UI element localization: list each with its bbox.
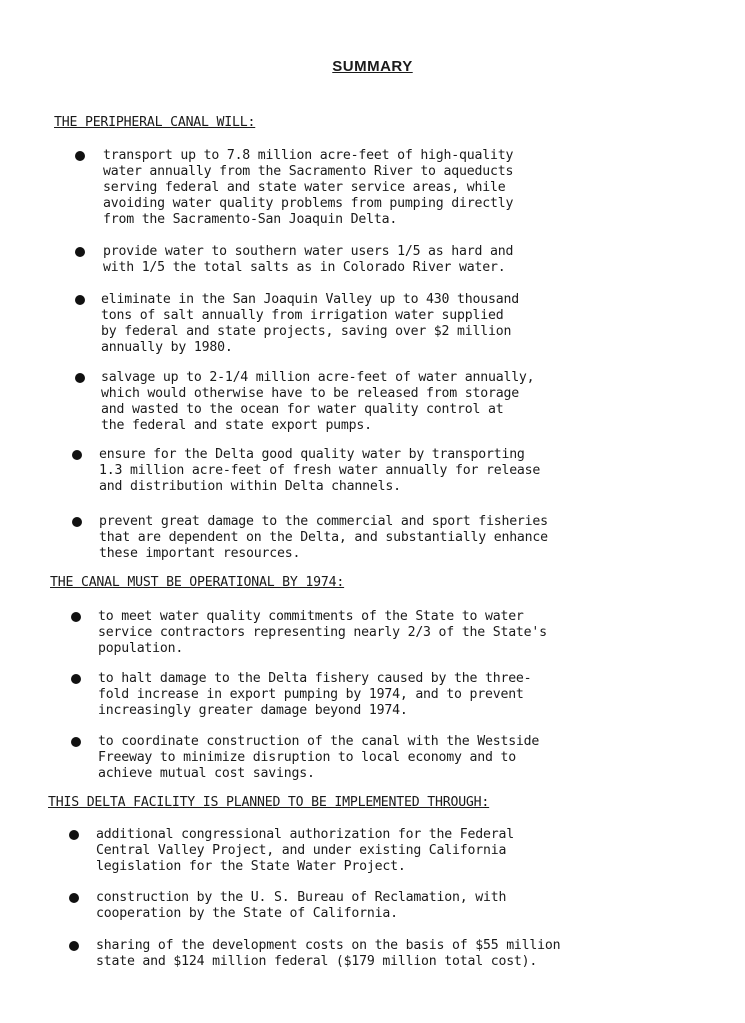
bullet-icon xyxy=(75,295,85,305)
page-title: SUMMARY xyxy=(332,58,413,75)
list-item-text: sharing of the development costs on the basis of $55 million state and $124 million federal ($179 million total cost). xyxy=(96,938,561,969)
bullet-icon xyxy=(75,373,85,383)
list-item-text: salvage up to 2-1/4 million acre-feet of water annually, which would otherwise have to be released from storage and wasted to the ocean for water quality control at the federal and state export pumps. xyxy=(101,370,535,433)
bullet-icon xyxy=(71,674,81,684)
list-item-text: prevent great damage to the commercial and sport fisheries that are dependent on the Delta, and substantially enhance these important resources. xyxy=(99,514,548,561)
list-item-text: provide water to southern water users 1/5 as hard and with 1/5 the total salts as in Colorado River water. xyxy=(103,244,514,275)
section-heading: THIS DELTA FACILITY IS PLANNED TO BE IMPLEMENTED THROUGH: xyxy=(48,795,490,810)
list-item-text: to meet water quality commitments of the State to water service contractors representing nearly 2/3 of the State's population. xyxy=(98,609,547,656)
list-item-text: additional congressional authorization for the Federal Central Valley Project, and under existing California legislation for the State Water Project. xyxy=(96,827,514,874)
list-item-text: transport up to 7.8 million acre-feet of high-quality water annually from the Sacramento River to aqueducts serving federal and state water service areas, while avoiding water quality problems from pumping directly from the Sacramento-San Joaquin Delta. xyxy=(103,148,514,227)
bullet-icon xyxy=(71,737,81,747)
list-item-text: eliminate in the San Joaquin Valley up to 430 thousand tons of salt annually from irrigation water supplied by federal and state projects, saving over $2 million annually by 1980. xyxy=(101,292,519,355)
list-item-text: ensure for the Delta good quality water by transporting 1.3 million acre-feet of fresh water annually for release and distribution within Delta channels. xyxy=(99,447,541,494)
bullet-icon xyxy=(72,450,82,460)
bullet-icon xyxy=(75,247,85,257)
bullet-icon xyxy=(75,151,85,161)
section-heading: THE PERIPHERAL CANAL WILL: xyxy=(54,115,256,130)
list-item-text: to coordinate construction of the canal with the Westside Freeway to minimize disruption to local economy and to achieve mutual cost savings. xyxy=(98,734,540,781)
bullet-icon xyxy=(69,830,79,840)
list-item-text: construction by the U. S. Bureau of Reclamation, with cooperation by the State of California. xyxy=(96,890,507,921)
bullet-icon xyxy=(69,893,79,903)
section-heading: THE CANAL MUST BE OPERATIONAL BY 1974: xyxy=(50,575,345,590)
bullet-icon xyxy=(69,941,79,951)
bullet-icon xyxy=(72,517,82,527)
bullet-icon xyxy=(71,612,81,622)
list-item-text: to halt damage to the Delta fishery caused by the three- fold increase in export pumping by 1974, and to prevent increasingly greater damage beyond 1974. xyxy=(98,671,532,718)
